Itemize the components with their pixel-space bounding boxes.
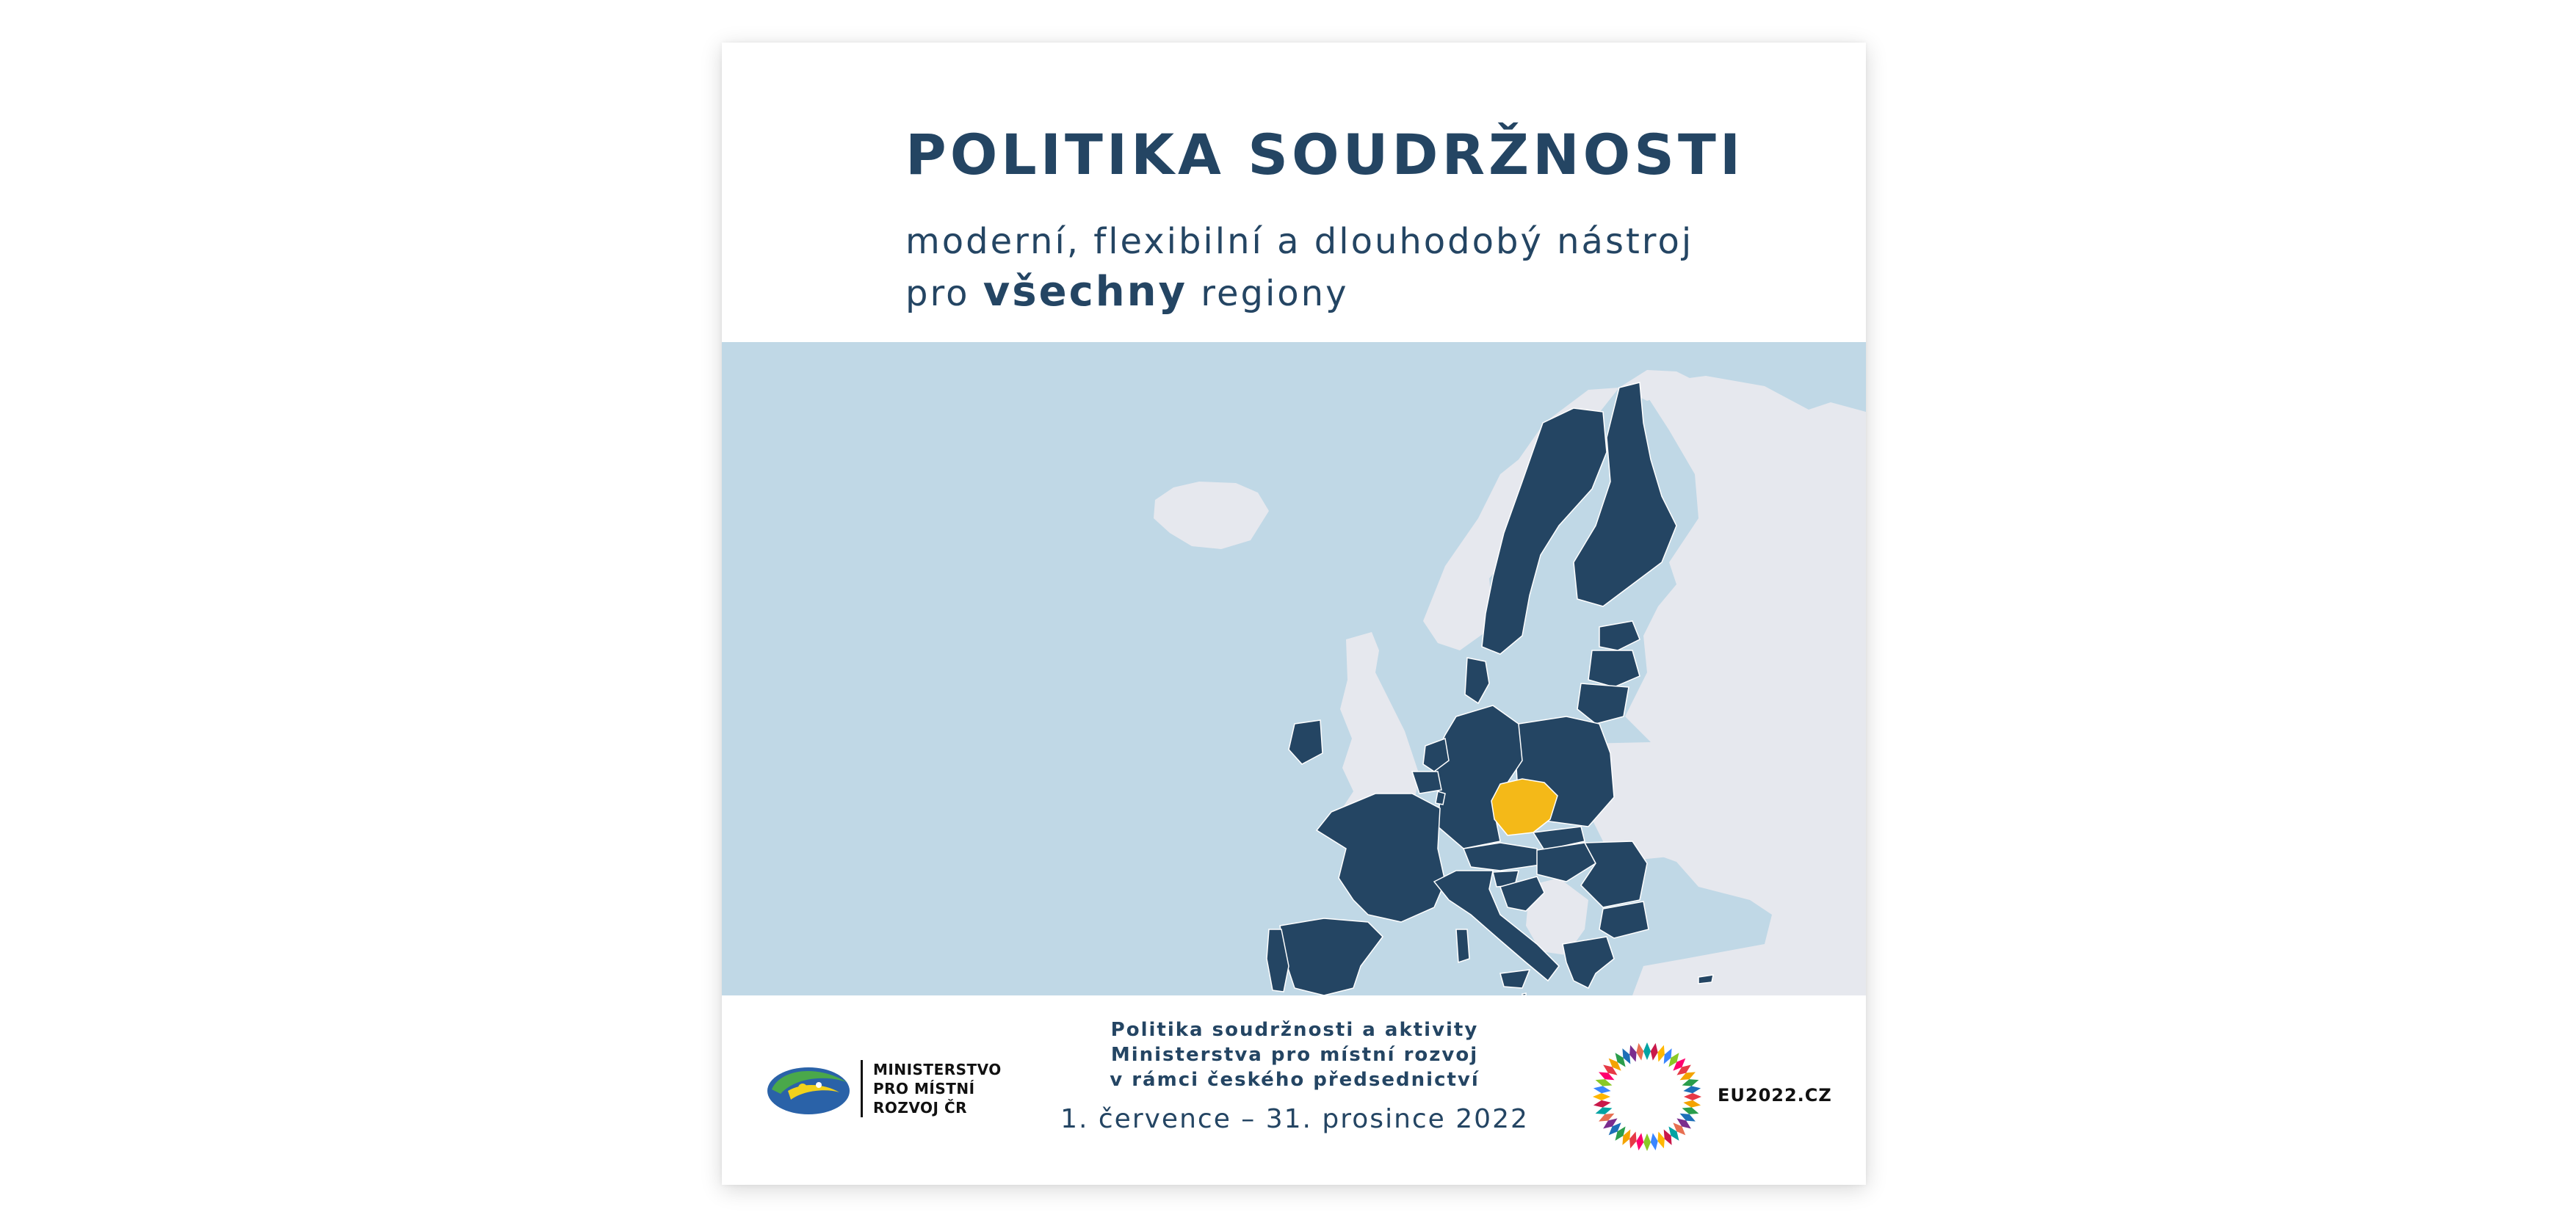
footer-info-line-2: Ministerstva pro místní rozvoj xyxy=(1110,1044,1479,1066)
mmr-logo-icon xyxy=(766,1061,851,1117)
europe-map xyxy=(722,342,1866,995)
cyprus xyxy=(1698,975,1713,984)
eu-logo-petal xyxy=(1593,1084,1611,1095)
eu-logo-petal xyxy=(1684,1093,1701,1100)
ministry-line-3: ROZVOJ ČR xyxy=(873,1099,968,1117)
austria xyxy=(1464,843,1541,871)
ministry-line-2: PRO MÍSTNÍ xyxy=(873,1080,975,1097)
presidency-date: 1. července – 31. prosince 2022 xyxy=(1060,1104,1529,1134)
eu-logo-petal xyxy=(1635,1042,1645,1061)
subtitle-pre: pro xyxy=(905,273,983,314)
ministry-line-1: MINISTERSTVO xyxy=(873,1061,1002,1078)
sardinia xyxy=(1456,929,1469,962)
poster-header xyxy=(722,43,1866,342)
footer-info-line-1: Politika soudržnosti a aktivity xyxy=(1110,1019,1479,1041)
poster-card xyxy=(722,43,1866,1185)
ministry-name xyxy=(873,1060,1002,1117)
eu2022-label: EU2022.CZ xyxy=(1718,1085,1832,1106)
luxembourg xyxy=(1436,791,1445,805)
footer-info-line-3: v rámci českého předsednictví xyxy=(1110,1069,1480,1091)
eu-logo-petal xyxy=(1643,1042,1651,1060)
subtitle-line-2 xyxy=(905,268,1349,316)
poster-footer xyxy=(722,995,1866,1185)
eu2022-presidency-logo-icon xyxy=(1590,1039,1704,1154)
eu-logo-petal xyxy=(1683,1084,1701,1095)
eu-logo-petal xyxy=(1649,1133,1660,1151)
eu-logo-petal xyxy=(1649,1042,1660,1061)
eu-logo-petal xyxy=(1593,1099,1611,1109)
ministry-divider xyxy=(861,1060,863,1117)
eu-logo-petal xyxy=(1643,1133,1651,1151)
eu-logo-petal xyxy=(1635,1133,1645,1151)
subtitle-post: regiony xyxy=(1187,273,1349,314)
poster-title: POLITIKA SOUDRŽNOSTI xyxy=(905,122,1745,187)
footer-info xyxy=(1001,1017,1588,1134)
eu-logo-petal xyxy=(1683,1099,1701,1109)
subtitle-line-1: moderní, flexibilní a dlouhodobý nástroj xyxy=(905,221,1694,262)
eu-logo-petal xyxy=(1593,1093,1610,1100)
subtitle-emphasis: všechny xyxy=(983,268,1188,316)
